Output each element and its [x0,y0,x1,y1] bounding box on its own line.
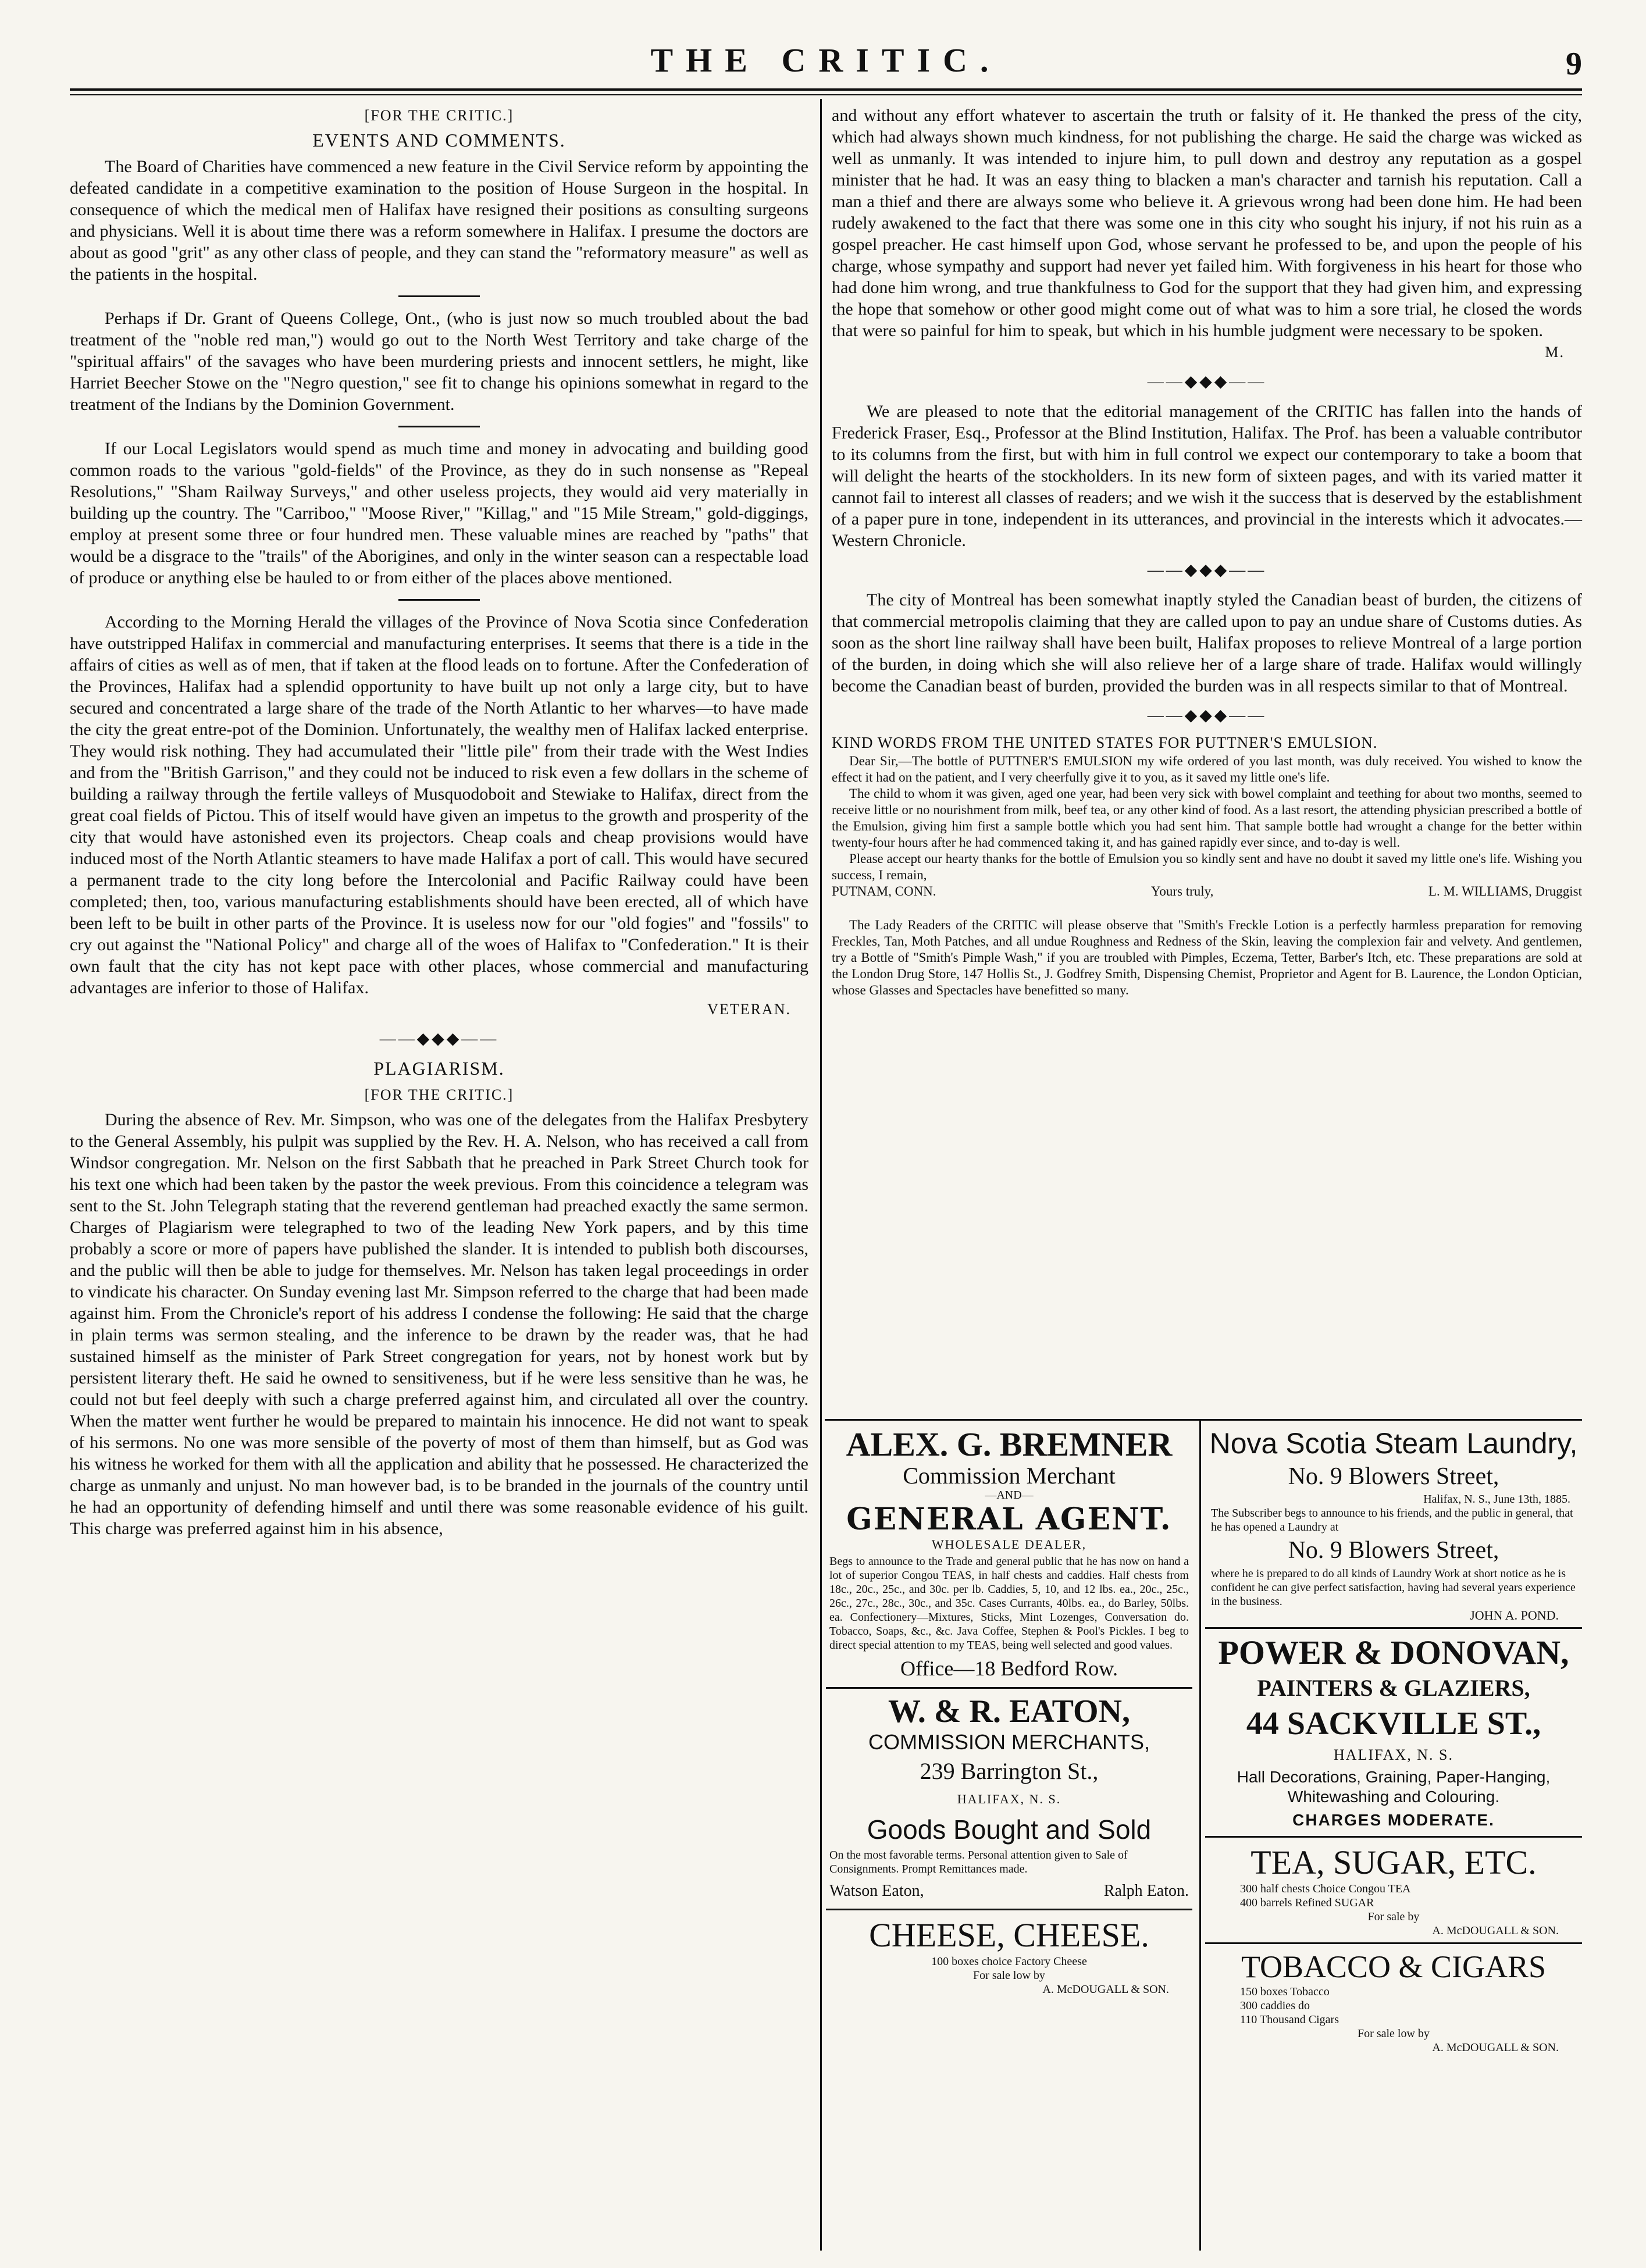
ornament-divider: ——◆◆◆—— [1147,561,1267,579]
kind-words-place: PUTNAM, CONN. [832,884,936,898]
eaton-partner: Watson Eaton, [829,1882,924,1900]
laundry-body: where he is prepared to do all kinds of Laundry Work at short notice as he is confident he can give perfect satisfaction, having had several years experience in the business. [1211,1567,1576,1608]
events-paragraph: If our Local Legislators would spend as much time and money in advocating and building good common roads to the various "gold-fields" of the Province, as they do in such nonsense as "Repeal Resolutions," "Sham Railway Surveys," and other useless projects, they would aid very materially in building up the country. The "Carriboo," "Moose River," "Killag," and "15 Mile Stream," gold-diggings, employ at present some three or four hundred men. These valuable mines are reached by "paths" that would be a disgrace to the "trails" of the Aborigines, and only in the winter season can a respectable load of produce or anything else be hauled to or from either of the places above mentioned. [70,439,808,587]
cheese-seller: A. McDOUGALL & SON. [1042,1983,1169,1996]
eaton-street: 239 Barrington St., [920,1758,1099,1784]
ad-divider [1205,1942,1582,1944]
divider [398,295,480,297]
ad-divider [826,1687,1192,1689]
cheese-for-sale: For sale low by [973,1969,1045,1982]
ad-divider [1205,1627,1582,1629]
tea-line: 400 barrels Refined SUGAR [1240,1896,1374,1909]
ornament-divider: ——◆◆◆—— [1147,707,1267,725]
bremner-and: —AND— [985,1489,1034,1502]
kind-words-paragraph: Dear Sir,—The bottle of PUTTNER'S EMULSION my wife ordered of you last month, was duly received. You wished to know the effect it had on the patient, and I very cheerfully give it to you, as it saved my little one's life. [832,754,1582,784]
bremner-name: ALEX. G. BREMNER [846,1425,1173,1463]
events-paragraph: The Board of Charities have commenced a new feature in the Civil Service reform by appointing the defeated candidate in a competitive examination to the position of House Surgeon in the hospital. In consequence of which the medical men of Halifax have resigned their positions as consulting surgeons and physicians. Well it is about time there was a reform somewhere in Halifax. I presume the doctors are about as good "grit" as any other class of people, and they can stand the "reformatory measure" as well as the patients in the hospital. [70,157,808,284]
tea-line: 300 half chests Choice Congou TEA [1240,1882,1411,1895]
eaton-line1: COMMISSION MERCHANTS, [868,1730,1150,1754]
right-column [832,105,1582,999]
bremner-address: Office—18 Bedford Row. [900,1657,1118,1680]
continuation-signature: M. [1545,344,1565,361]
tobacco-seller: A. McDOUGALL & SON. [1432,2041,1559,2054]
tobacco-line: 150 boxes Tobacco [1240,1985,1330,1998]
bremner-line1: Commission Merchant [903,1463,1116,1489]
bremner-body: Begs to announce to the Trade and general public that he has now on hand a lot of superior Congou TEAS, in half chests and caddies. Half chests from 18c., 20c., 25c., and 30c. per lb. Caddies, 5, 10, and 12 lbs. ea., 20c., 25c., 26c., 27c., 28c., 30c., and 35c. Cases Currants, 40lbs. ea., do Barley, 50lbs. ea. Confectionery—Mixtures, Sticks, Mint Lozenges, Conversation do. Tobacco, Soaps, &c., &c. Java Coffee, Stephen & Pool's Pickles. I beg to direct special attention to my TEAS, being well selected and good values. [829,1555,1189,1652]
column-rule [820,99,822,2251]
events-heading: EVENTS AND COMMENTS. [312,130,566,151]
masthead-rule [70,88,1582,95]
left-column [70,105,808,1539]
eaton-partner: Ralph Eaton. [1103,1882,1189,1900]
ads-left-column [826,1426,1192,1996]
power-street: 44 SACKVILLE ST., [1246,1706,1541,1742]
ads-right-column [1205,1426,1582,2055]
eaton-name: W. & R. EATON, [888,1693,1130,1729]
kind-words-paragraph: The child to whom it was given, aged one year, had been very sick with bowel complaint and teething for about two months, seemed to receive little or no nourishment from milk, beef tea, or any other kind of food. As a last resort, the attending physician prescribed a bottle of the Emulsion, giving him first a sample bottle which you had sent him. That sample bottle had wrought a change for the better within twenty-four hours after he had commenced taking it, and has gained rapidly ever since, and to-day is well. [832,786,1582,850]
laundry-address: No. 9 Blowers Street, [1288,1463,1499,1490]
kind-words-paragraph: Please accept our hearty thanks for the bottle of Emulsion you so kindly sent and have no doubt it saved my little one's life. Wishing you success, I remain, [832,851,1582,882]
ornament-divider: ——◆◆◆—— [379,1030,499,1048]
ads-top-rule [825,1419,1582,1421]
ad-divider [1205,1836,1582,1838]
laundry-body: The Subscriber begs to announce to his friends, and the public in general, that he has opened a Laundry at [1211,1507,1573,1534]
for-critic-label: [FOR THE CRITIC.] [364,107,514,124]
tea-for-sale: For sale by [1367,1910,1420,1923]
power-title: POWER & DONOVAN, [1218,1634,1569,1671]
power-charges: CHARGES MODERATE. [1292,1811,1495,1829]
eaton-partners [826,1876,1192,1906]
events-paragraph: According to the Morning Herald the villages of the Province of Nova Scotia since Confederation have outstripped Halifax in commercial and manufacturing enterprises. It seems that there is a tide in the affairs of cities as well as of men, that if taken at the flood leads on to fortune. After the Confederation of the Provinces, Halifax had a splendid opportunity to have built up not only a large city, but to have secured and concentrated a large share of the trade of the North Atlantic to her wharves—to have made the city the great entre-pot of the Dominion. Unfortunately, the wealthy men of Halifax lacked enterprise. They would risk nothing. They had accumulated their "little pile" from their trade with the West Indies and from the "British Garrison," and they could not be induced to risk even a few dollars in the scheme of building a railway through the fertile valleys of Musquodoboit and Stewiake to Halifax, direct from the great coal fields of Pictou. This of itself would have given an impetus to the growth and prosperity of the city that would have astonished even its projectors. Cheap coals and cheap provisions would have induced most of the North Atlantic steamers to have made Halifax a port of call. This would have secured a permanent trade to the city long before the Intercolonial and Pacific Railway could have been completed; then, too, various manufacturing establishments should have been erected, all of which have been left to be built in other parts of the Province. It is useless now for our "old fogies" and "fossils" to cry out against the "National Policy" and charge all of the woes of Halifax to "Confederation." It is their own fault that the city has not kept pace with other places, whose commercial and manufacturing advantages are inferior to those of Halifax. [70,612,808,997]
power-trade: PAINTERS & GLAZIERS, [1257,1675,1530,1701]
power-services: Hall Decorations, Graining, Paper-Hanging, Whitewashing and Colouring. [1237,1768,1551,1806]
divider [398,599,480,601]
editorial-note: We are pleased to note that the editorial management of the CRITIC has fallen into the hands of Frederick Fraser, Esq., Professor at the Blind Institution, Halifax. The Prof. has been a valuable contributor to its columns from the first, but with him in full control we expect our contemporary to take a boom that will delight the hearts of the stockholders. In its new form of sixteen pages, and with its varied matter it cannot fail to interest all classes of readers; and we wish it the success that is deserved by the establishment of a paper pure in tone, independent in its utterances, and provincial in the interests which it advocates.—Western Chronicle. [832,402,1582,550]
plagiarism-paragraph: During the absence of Rev. Mr. Simpson, who was one of the delegates from the Halifax Presbytery to the General Assembly, his pulpit was supplied by the Rev. H. A. Nelson, who has received a call from Windsor congregation. Mr. Nelson on the first Sabbath that he preached in Park Street Church took for his text one which had been taken by the pastor the week previous. From this coincidence a telegram was sent to the St. John Telegraph stating that the reverend gentleman had preached exactly the same sermon. Charges of Plagiarism were telegraphed to two of the leading New York papers, and by this time probably a score or more of papers have published the slander. It is intended to publish both discourses, and the public will then be able to judge for themselves. Mr. Nelson has taken legal proceedings in order to vindicate his character. On Sunday evening last Mr. Simpson referred to the charge that had been made against him. From the Chronicle's report of his address I condense the following: He said that the charge in plain terms was sermon stealing, and the inference to be drawn by the reader was, that he had sustained himself as the minister of Park Street congregation for years, not by honest work but by persistent literary theft. He said he owned to sensitiveness, but if he were less sensitive than he was, he could not but feel deeply with such a charge preferred against him, and circulated all over the country. When the matter went further he would be prepared to maintain his innocence. He did not want to speak of his sermons. No one was more sensible of the poverty of most of them than himself, but as God was his witness he worked for them with all the application and ability that he possessed. He characterized the charge as unmanly and unjust. No man however bad, is to be branded in the journals of the country until he had an opportunity of defending himself and until there was some reasonable evidence of his guilt. This charge was preferred against him in his absence, [70,1110,808,1538]
power-city: HALIFAX, N. S. [1334,1746,1453,1763]
laundry-dateline: Halifax, N. S., June 13th, 1885. [1423,1493,1570,1506]
plagiarism-continuation: and without any effort whatever to ascertain the truth or falsity of it. He thanked the press of the city, which had always shown much kindness, for not publishing the charge. He said the charge was wicked as well as unmanly. It was intended to injure him, to pull down and destroy any reputation as a gospel minister that he had. It was an easy thing to blacken a man's character and tarnish his reputation. Call a man a thief and there are always some who believe it. A grievous wrong had been done him. He had been rudely awakened to the fact that there was some one in this city who sought his injury, if not his ruin as a gospel preacher. He cast himself upon God, whose servant he professed to be, and upon the people of his charge, whose sympathy and support had never yet failed him. With forgiveness in his heart for those who had done him wrong, and true thankfulness to God for the support that they had given him, and expressing the hope that somehow or other good might come out of what was to him a sore trial, he closed the words that were so painful for him to speak, but which in his humble judgment were necessary to be spoken. [832,106,1582,340]
ornament-divider: ——◆◆◆—— [1147,373,1267,391]
masthead-title: THE CRITIC. [650,41,1002,79]
plagiarism-heading: PLAGIARISM. [373,1058,505,1079]
kind-words-heading: KIND WORDS FROM THE UNITED STATES FOR PUTTNER'S EMULSION. [832,734,1378,751]
kind-words-signer: L. M. WILLIAMS, Druggist [1428,884,1582,898]
cheese-body: 100 boxes choice Factory Cheese [931,1955,1087,1968]
eaton-city: HALIFAX, N. S. [957,1792,1061,1806]
events-signature: VETERAN. [707,1001,791,1018]
freckle-notice [832,917,1582,999]
eaton-body: On the most favorable terms. Personal attention given to Sale of Consignments. Prompt Remittances made. [829,1849,1128,1875]
ads-column-rule [1199,1419,1201,2251]
laundry-title: Nova Scotia Steam Laundry, [1209,1427,1578,1460]
kind-words-signoff [832,883,1582,900]
kind-words-notice [832,734,1582,900]
cheese-title: CHEESE, CHEESE. [869,1916,1149,1954]
freckle-paragraph: The Lady Readers of the CRITIC will please observe that "Smith's Freckle Lotion is a perfectly harmless preparation for removing Freckles, Tan, Moth Patches, and all undue Roughness and Redness of the Skin, leaving the complexion fair and velvety. And gentlemen, try a Bottle of "Smith's Pimple Wash," if you are troubled with Pimples, Eczema, Tetter, Barber's Itch, etc. These preparations are sold at the London Drug Store, 147 Hollis St., J. Godfrey Smith, Dispensing Chemist, Proprietor and Agent for B. Laurence, the London Optician, whose Glasses and Spectacles have benefitted so many. [832,918,1582,997]
events-paragraph: Perhaps if Dr. Grant of Queens College, Ont., (who is just now so much troubled about the bad treatment of the "noble red man,") would go out to the North West Territory and take charge of the "spiritual affairs" of the savages who have been murdering priests and innocent settlers, he might, like Harriet Beecher Stowe on the "Negro question," see fit to change his opinions somewhat in regard to the treatment of the Indians by the Dominion Government. [70,309,808,414]
tobacco-line: 110 Thousand Cigars [1240,2013,1339,2026]
tobacco-line: 300 caddies do [1240,1999,1310,2012]
divider [398,426,480,427]
kind-words-closing: Yours truly, [1151,884,1214,898]
eaton-slogan: Goods Bought and Sold [867,1814,1152,1845]
bremner-line2: GENERAL AGENT. [846,1502,1172,1537]
bremner-line3: WHOLESALE DEALER, [931,1537,1087,1552]
laundry-address: No. 9 Blowers Street, [1288,1537,1499,1564]
for-critic-label: [FOR THE CRITIC.] [364,1086,514,1103]
tobacco-title: TOBACCO & CIGARS [1241,1949,1547,1984]
montreal-note: The city of Montreal has been somewhat inaptly styled the Canadian beast of burden, the citizens of that commercial metropolis claiming that they are called upon to pay an undue share of Customs duties. As soon as the short line railway shall have been built, Halifax proposes to relieve Montreal of a large portion of the burden, in doing which she will also relieve her of a large share of trade. Halifax would willingly become the Canadian beast of burden, provided the burden was in all respects similar to that of Montreal. [832,590,1582,696]
laundry-owner: JOHN A. POND. [1470,1608,1559,1622]
tea-title: TEA, SUGAR, ETC. [1250,1843,1537,1881]
ad-divider [826,1909,1192,1910]
tobacco-for-sale: For sale low by [1358,2027,1430,2040]
tea-seller: A. McDOUGALL & SON. [1432,1924,1559,1937]
page-number: 9 [1566,46,1582,82]
